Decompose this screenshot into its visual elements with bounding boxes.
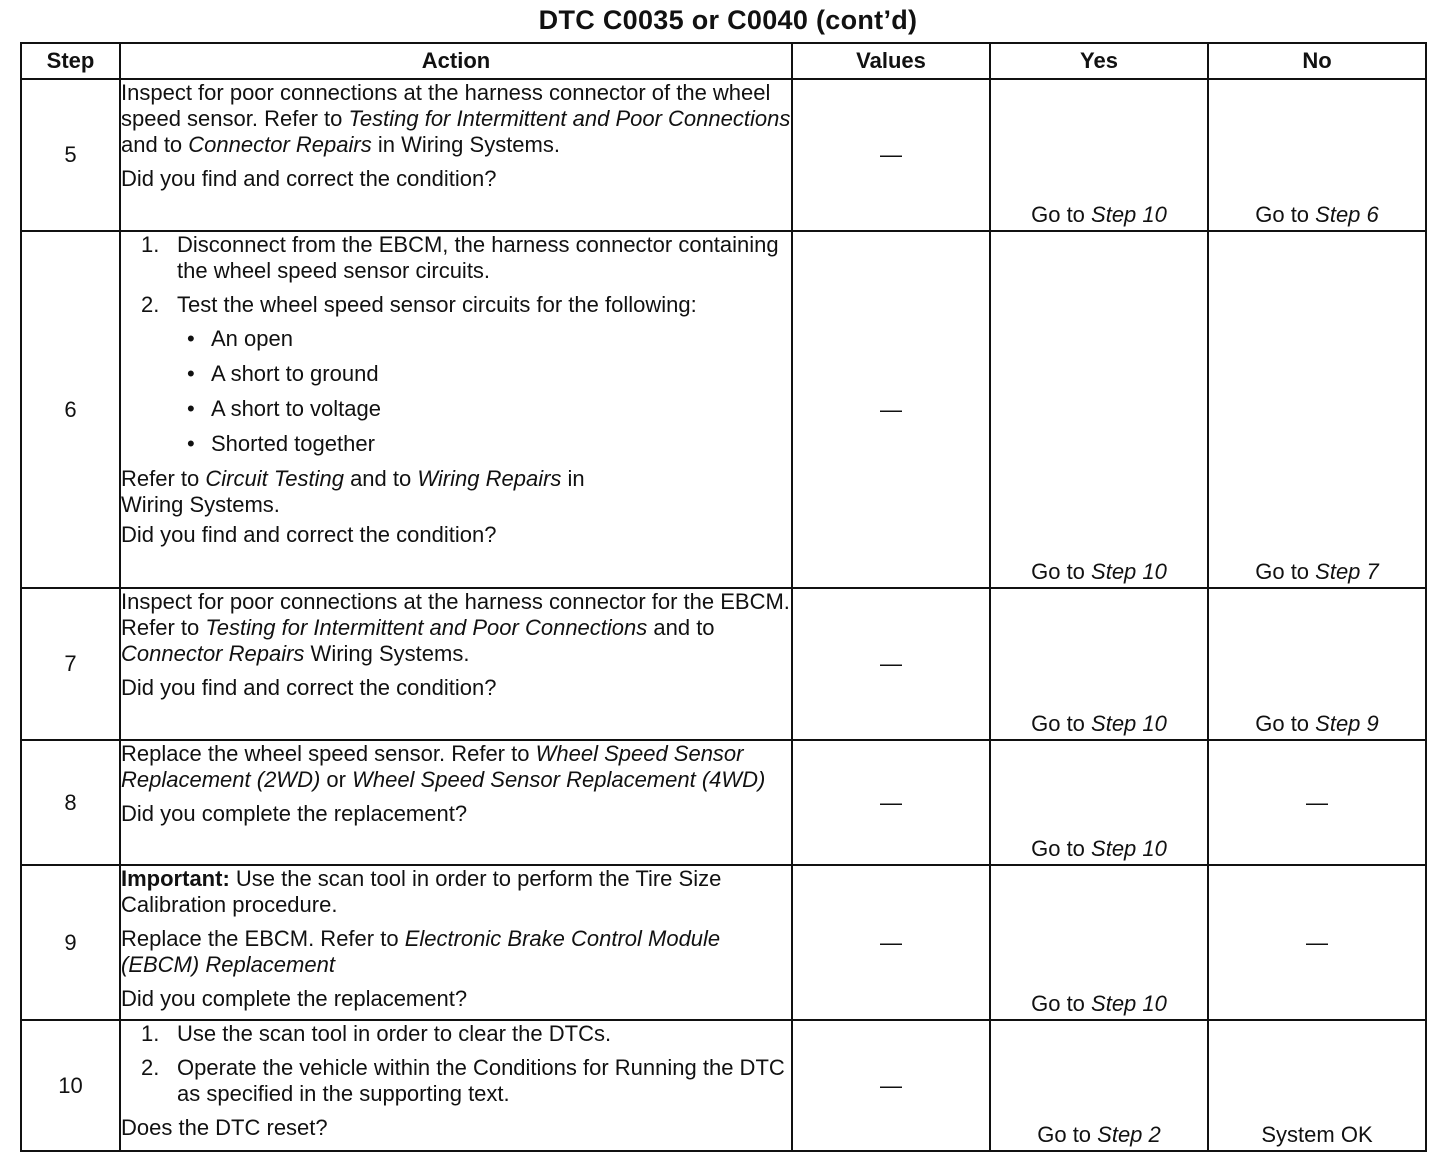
yes-cell: Go to Step 10 — [990, 231, 1208, 588]
no-cell: — — [1208, 740, 1426, 865]
header-step: Step — [21, 43, 120, 79]
step-number: 8 — [21, 740, 120, 865]
action-text: Inspect for poor connections at the harness connector of the wheel speed sensor. Refer to Testing for Intermittent and Poor Connections and to Connector Repairs in Wiring Systems. — [121, 80, 791, 157]
header-no: No — [1208, 43, 1426, 79]
table-row — [21, 740, 1426, 865]
numbered-item: 1. Disconnect from the EBCM, the harness connector containing the wheel speed sensor circuits. — [141, 232, 779, 283]
step-number: 7 — [21, 588, 120, 740]
table-row — [21, 1020, 1426, 1151]
step-number: 10 — [21, 1020, 120, 1151]
no-cell: Go to Step 9 — [1208, 588, 1426, 740]
action-cell — [120, 79, 792, 231]
table-header-row — [21, 43, 1426, 79]
action-question: Did you complete the replacement? — [121, 801, 468, 826]
table-row — [21, 588, 1426, 740]
table-row — [21, 79, 1426, 231]
action-question: Did you find and correct the condition? — [121, 166, 497, 191]
values-cell: — — [792, 79, 990, 231]
action-text: Inspect for poor connections at the harness connector for the EBCM. Refer to Testing for Intermittent and Poor Connections and to Connector Repairs Wiring Systems. — [121, 589, 790, 666]
action-cell — [120, 1020, 792, 1151]
yes-cell: Go to Step 10 — [990, 740, 1208, 865]
no-cell: — — [1208, 865, 1426, 1020]
no-cell: Go to Step 6 — [1208, 79, 1426, 231]
action-text: Refer to Circuit Testing and to Wiring Repairs in Wiring Systems. — [121, 466, 585, 517]
step-number: 6 — [21, 231, 120, 588]
values-cell: — — [792, 865, 990, 1020]
header-yes: Yes — [990, 43, 1208, 79]
header-values: Values — [792, 43, 990, 79]
action-cell — [120, 865, 792, 1020]
bullet-item: • A short to ground — [187, 361, 379, 386]
yes-cell: Go to Step 2 — [990, 1020, 1208, 1151]
action-text: Replace the wheel speed sensor. Refer to Wheel Speed Sensor Replacement (2WD) or Wheel Speed Sensor Replacement (4WD) — [121, 741, 766, 792]
numbered-item: 2. Operate the vehicle within the Conditions for Running the DTC as specified in the supporting text. — [141, 1055, 785, 1106]
action-question: Did you find and correct the condition? — [121, 522, 497, 547]
action-question: Did you find and correct the condition? — [121, 675, 497, 700]
diagnostic-table — [20, 42, 1427, 1152]
action-text: Replace the EBCM. Refer to Electronic Brake Control Module (EBCM) Replacement — [121, 926, 721, 977]
action-question: Did you complete the replacement? — [121, 986, 468, 1011]
values-cell: — — [792, 588, 990, 740]
table-row — [21, 231, 1426, 588]
bullet-item: • An open — [187, 326, 293, 351]
action-cell — [120, 588, 792, 740]
values-cell: — — [792, 740, 990, 865]
step-number: 5 — [21, 79, 120, 231]
bullet-item: • Shorted together — [187, 431, 375, 456]
header-action: Action — [120, 43, 792, 79]
values-cell: — — [792, 1020, 990, 1151]
numbered-item: 1. Use the scan tool in order to clear the DTCs. — [141, 1021, 612, 1046]
action-cell — [120, 740, 792, 865]
action-question: Does the DTC reset? — [121, 1115, 328, 1140]
important-note: Important: Use the scan tool in order to perform the Tire Size Calibration procedure. — [121, 866, 722, 917]
values-cell: — — [792, 231, 990, 588]
no-cell: Go to Step 7 — [1208, 231, 1426, 588]
numbered-item: 2. Test the wheel speed sensor circuits for the following: — [141, 292, 697, 317]
no-cell: System OK — [1208, 1020, 1426, 1151]
yes-cell: Go to Step 10 — [990, 865, 1208, 1020]
step-number: 9 — [21, 865, 120, 1020]
page-title: DTC C0035 or C0040 (cont’d) — [538, 5, 918, 35]
bullet-item: • A short to voltage — [187, 396, 381, 421]
table-row — [21, 865, 1426, 1020]
action-cell — [120, 231, 792, 588]
yes-cell: Go to Step 10 — [990, 79, 1208, 231]
yes-cell: Go to Step 10 — [990, 588, 1208, 740]
